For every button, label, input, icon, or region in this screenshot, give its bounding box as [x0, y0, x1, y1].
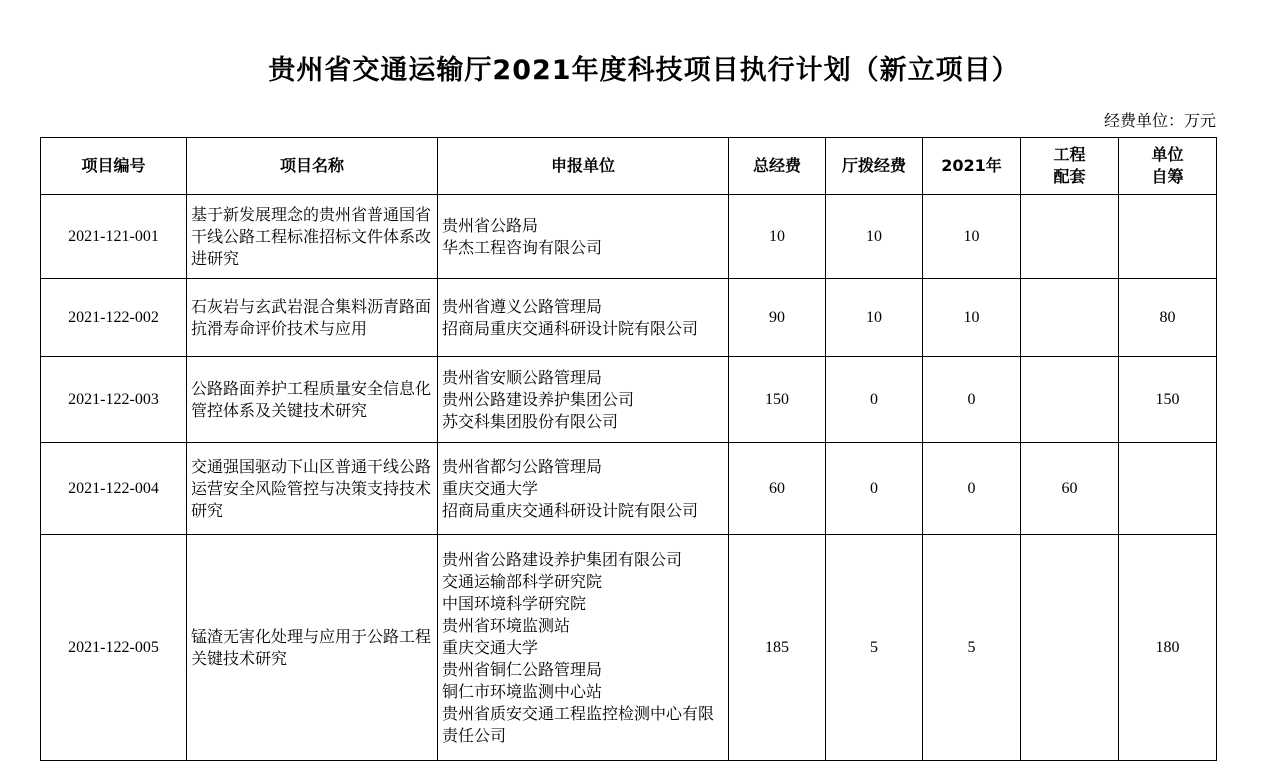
table-row: [41, 279, 1217, 357]
cell-self: 80: [1119, 279, 1217, 357]
cell-eng: [1021, 279, 1119, 357]
cell-dept: 5: [826, 535, 923, 761]
header-eng: [1021, 138, 1119, 195]
cell-self: 180: [1119, 535, 1217, 761]
cell-name: 交通强国驱动下山区普通干线公路运营安全风险管控与决策支持技术研究: [187, 443, 438, 535]
cell-eng: [1021, 535, 1119, 761]
header-year: 2021年: [923, 138, 1021, 195]
cell-name: 石灰岩与玄武岩混合集料沥青路面抗滑寿命评价技术与应用: [187, 279, 438, 357]
cell-dept: 0: [826, 357, 923, 443]
header-name: 项目名称: [187, 138, 438, 195]
cell-code: 2021-122-003: [41, 357, 187, 443]
table-row: [41, 535, 1217, 761]
cell-name: 基于新发展理念的贵州省普通国省干线公路工程标准招标文件体系改进研究: [187, 195, 438, 279]
cell-units: [438, 357, 729, 443]
cell-total: 150: [729, 357, 826, 443]
table-header-row: [41, 138, 1217, 195]
header-code: 项目编号: [41, 138, 187, 195]
unit-line: 招商局重庆交通科研设计院有限公司: [442, 318, 699, 338]
cell-total: 10: [729, 195, 826, 279]
header-self: [1119, 138, 1217, 195]
cell-self: [1119, 195, 1217, 279]
cell-self: [1119, 443, 1217, 535]
header-self-line2: 自筹: [1151, 167, 1184, 186]
project-table: [40, 137, 1217, 761]
header-total: 总经费: [729, 138, 826, 195]
cell-dept: 0: [826, 443, 923, 535]
cell-name: 公路路面养护工程质量安全信息化管控体系及关键技术研究: [187, 357, 438, 443]
cell-year: 10: [923, 279, 1021, 357]
unit-line: 贵州省公路局: [442, 215, 539, 235]
unit-line: 贵州省公路建设养护集团有限公司: [442, 549, 683, 569]
unit-line: 贵州省质安交通工程监控检测中心有限责任公司: [442, 703, 715, 745]
header-eng-line1: 工程: [1053, 145, 1086, 164]
cell-total: 60: [729, 443, 826, 535]
unit-line: 贵州省安顺公路管理局: [442, 367, 603, 387]
cell-code: 2021-122-002: [41, 279, 187, 357]
cell-units: [438, 279, 729, 357]
unit-line: 重庆交通大学: [442, 478, 539, 498]
cell-eng: [1021, 195, 1119, 279]
unit-line: 贵州省都匀公路管理局: [442, 456, 603, 476]
unit-line: 华杰工程咨询有限公司: [442, 237, 603, 257]
cell-units: [438, 195, 729, 279]
cell-code: 2021-122-004: [41, 443, 187, 535]
cell-name: 锰渣无害化处理与应用于公路工程关键技术研究: [187, 535, 438, 761]
unit-line: 贵州省遵义公路管理局: [442, 296, 603, 316]
unit-line: 贵州省铜仁公路管理局: [442, 659, 603, 679]
unit-line: 招商局重庆交通科研设计院有限公司: [442, 500, 699, 520]
header-dept: 厅拨经费: [826, 138, 923, 195]
unit-line: 交通运输部科学研究院: [442, 571, 603, 591]
cell-year: 0: [923, 357, 1021, 443]
unit-line: 贵州省环境监测站: [442, 615, 571, 635]
unit-line: 重庆交通大学: [442, 637, 539, 657]
cell-total: 185: [729, 535, 826, 761]
cell-total: 90: [729, 279, 826, 357]
cell-code: 2021-121-001: [41, 195, 187, 279]
unit-line: 贵州公路建设养护集团公司: [442, 389, 635, 409]
cell-year: 5: [923, 535, 1021, 761]
header-eng-line2: 配套: [1053, 167, 1086, 186]
cell-year: 10: [923, 195, 1021, 279]
page-title: 贵州省交通运输厅2021年度科技项目执行计划（新立项目）: [268, 55, 1020, 86]
cell-eng: [1021, 357, 1119, 443]
table-row: [41, 195, 1217, 279]
unit-line: 苏交科集团股份有限公司: [442, 411, 619, 431]
cell-units: [438, 535, 729, 761]
cell-year: 0: [923, 443, 1021, 535]
cell-dept: 10: [826, 195, 923, 279]
cell-dept: 10: [826, 279, 923, 357]
header-self-line1: 单位: [1151, 145, 1184, 164]
cell-eng: 60: [1021, 443, 1119, 535]
header-unit: 申报单位: [438, 138, 729, 195]
cell-self: 150: [1119, 357, 1217, 443]
unit-label: 经费单位：万元: [1103, 111, 1216, 130]
table-row: [41, 357, 1217, 443]
unit-line: 铜仁市环境监测中心站: [442, 681, 603, 701]
unit-line: 中国环境科学研究院: [442, 593, 587, 613]
cell-code: 2021-122-005: [41, 535, 187, 761]
table-row: [41, 443, 1217, 535]
cell-units: [438, 443, 729, 535]
